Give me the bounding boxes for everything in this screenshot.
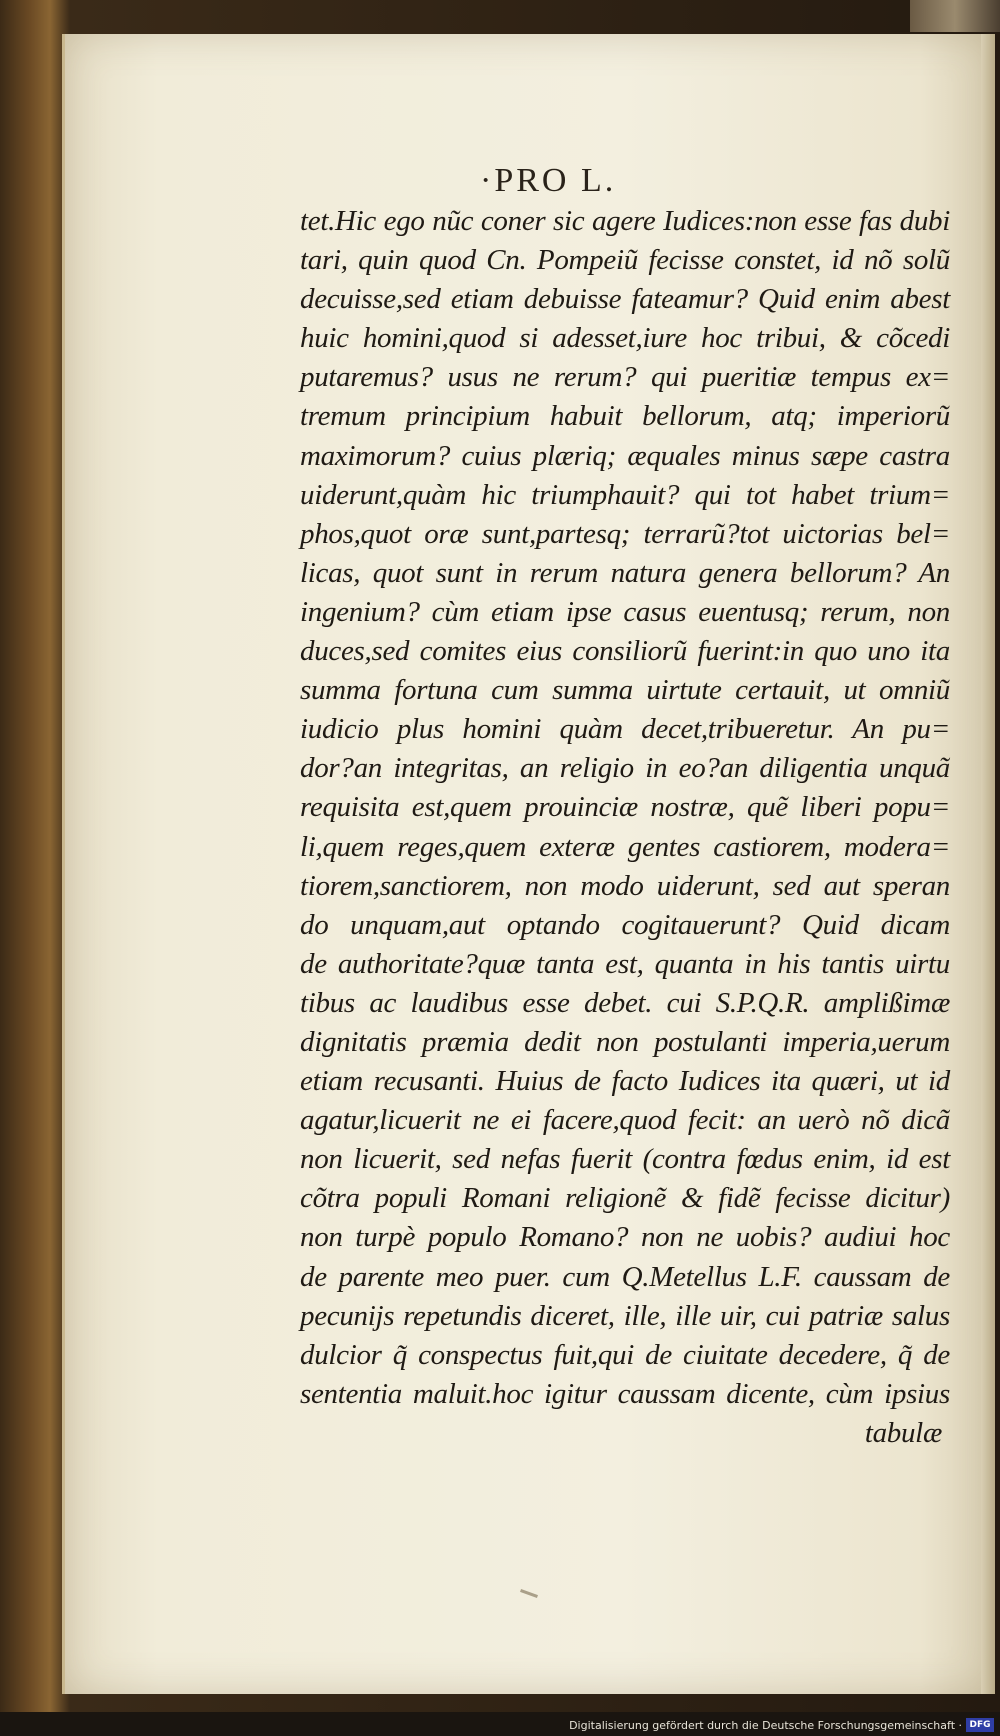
text-line: tari, quin quod Cn. Pompeiũ fecisse constet, id nõ solũ <box>300 244 950 277</box>
page-edge <box>981 34 995 1694</box>
text-line: de parente meo puer. cum Q.Metellus L.F. caussam de <box>300 1260 950 1293</box>
text-line: do unquam,aut optando cogitauerunt? Quid dicam <box>300 908 950 941</box>
text-line: duces,sed comites eius consiliorũ fuerint:in quo uno ita <box>300 635 950 668</box>
text-line: summa fortuna cum summa uirtute certauit, ut omniũ <box>300 674 950 707</box>
running-header: ·PRO L. <box>480 162 617 199</box>
text-line: licas, quot sunt in rerum natura genera bellorum? An <box>300 556 950 589</box>
text-line: tet.Hic ego nũc coner sic agere Iudices:non esse fas dubi <box>300 205 950 237</box>
text-line: non licuerit, sed nefas fuerit (contra fœdus enim, id est <box>300 1143 950 1176</box>
body-text <box>300 202 950 1453</box>
text-line: maximorum? cuius plæriq; æquales minus sæpe castra <box>300 439 950 472</box>
text-line: etiam recusanti. Huius de facto Iudices ita quæri, ut id <box>300 1065 950 1098</box>
dfg-logo: DFG <box>966 1718 994 1732</box>
text-line: dulcior q̃ conspectus fuit,qui de ciuitate decedere, q̃ de <box>300 1338 950 1371</box>
text-line: non turpè populo Romano? non ne uobis? audiui hoc <box>300 1221 950 1254</box>
text-line: tabulæ <box>864 1416 942 1449</box>
text-line: uiderunt,quàm hic triumphauit? qui tot habet trium= <box>300 478 950 511</box>
text-line: ingenium? cùm etiam ipse casus euentusq; rerum, non <box>300 595 950 628</box>
text-line: sententia maluit.hoc igitur caussam dicente, cùm ipsius <box>300 1377 950 1410</box>
text-line: de authoritate?quæ tanta est, quanta in his tantis uirtu <box>300 947 950 980</box>
text-line: dor?an integritas, an religio in eo?an diligentia unquã <box>300 752 950 785</box>
footer-bar <box>0 1712 1000 1736</box>
text-line: iudicio plus homini quàm decet,tribueretur. An pu= <box>300 713 950 746</box>
text-line: putaremus? usus ne rerum? qui pueritiæ tempus ex= <box>300 361 950 394</box>
book-clasp <box>910 0 1000 32</box>
text-line: pecunijs repetundis diceret, ille, ille uir, cui patriæ salus <box>300 1299 950 1332</box>
text-line: agatur,licuerit ne ei facere,quod fecit: an uerò nõ dicã <box>300 1104 950 1137</box>
footer-credit: Digitalisierung gefördert durch die Deutsche Forschungsgemeinschaft · <box>569 1719 962 1732</box>
text-line: dignitatis præmia dedit non postulanti imperia,uerum <box>300 1025 950 1058</box>
text-line: tibus ac laudibus esse debet. cui S.P.Q.R. amplißimæ <box>300 986 950 1019</box>
text-line: huic homini,quod si adesset,iure hoc tribui, & cõcedi <box>300 322 950 355</box>
text-line: phos,quot oræ sunt,partesq; terrarũ?tot uictorias bel= <box>300 517 950 550</box>
text-line: tremum principium habuit bellorum, atq; imperiorũ <box>300 400 950 433</box>
text-line: requisita est,quem prouinciæ nostræ, quẽ liberi popu= <box>300 791 950 824</box>
text-line: li,quem reges,quem exteræ gentes castiorem, modera= <box>300 830 950 863</box>
text-line: cõtra populi Romani religionẽ & fidẽ fecisse dicitur) <box>300 1182 950 1215</box>
text-line: tiorem,sanctiorem, non modo uiderunt, sed aut speran <box>300 869 950 902</box>
text-line: decuisse,sed etiam debuisse fateamur? Quid enim abest <box>300 283 950 316</box>
